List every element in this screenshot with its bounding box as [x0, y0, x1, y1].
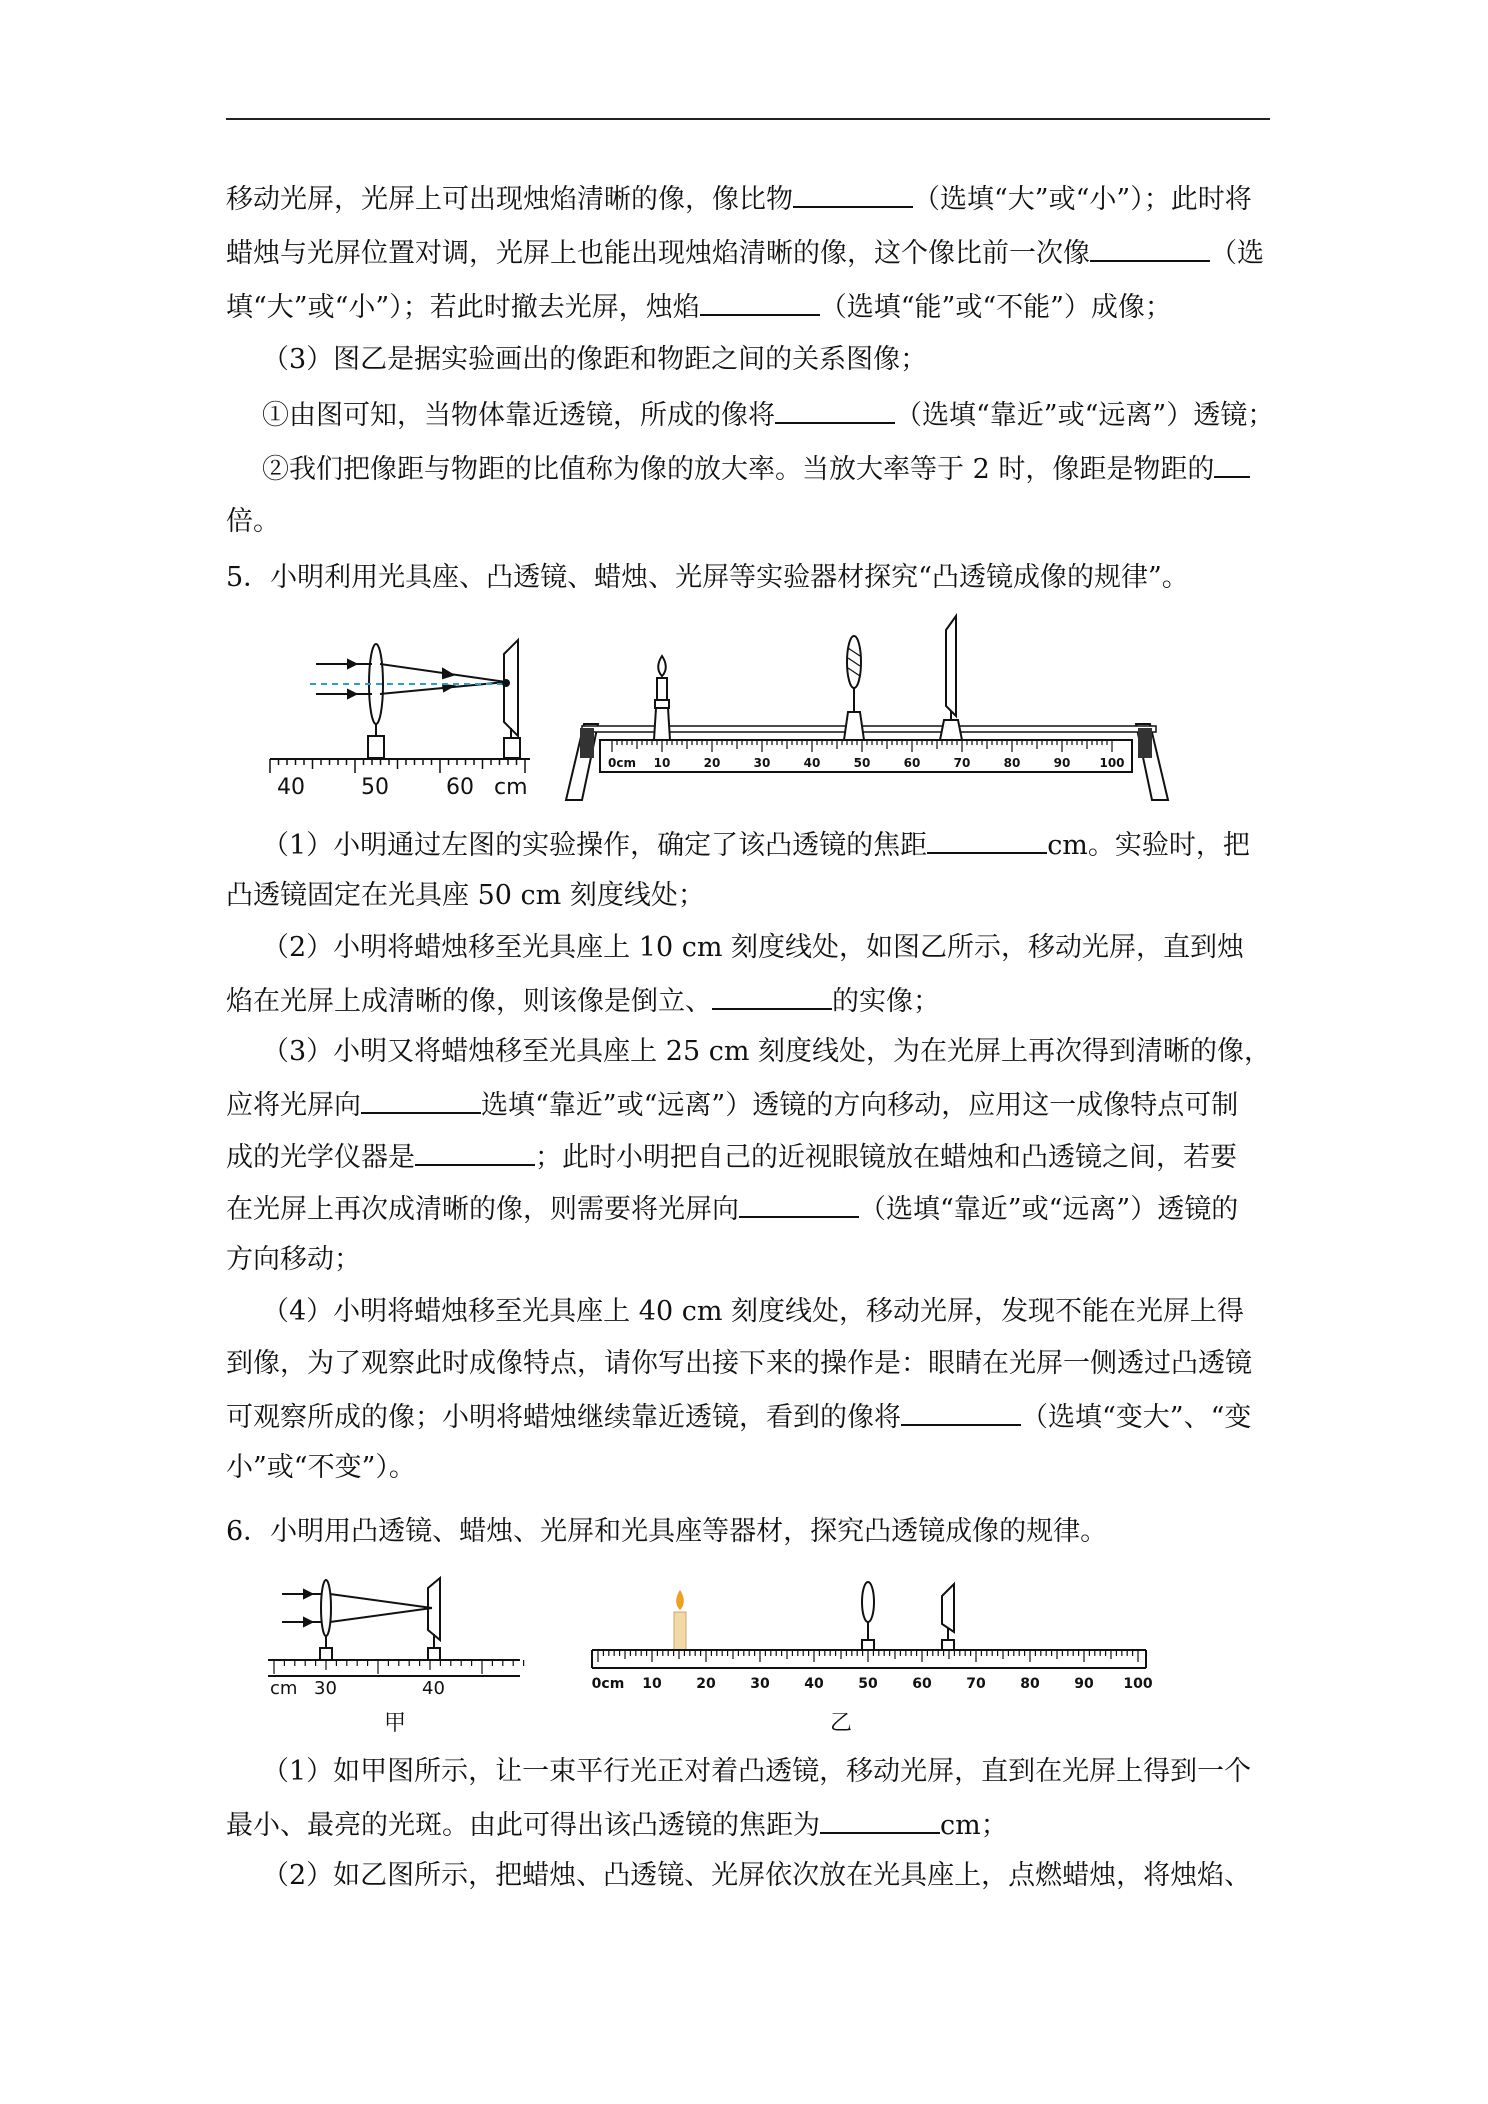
answer-blank[interactable]: [361, 1086, 481, 1114]
text-line: [226, 1138, 1270, 1176]
text: cm；: [940, 1810, 1008, 1841]
text-line: [226, 234, 1270, 272]
answer-blank[interactable]: [901, 1398, 1021, 1426]
text: 填“大”或“小”）；若此时撤去光屏，烛焰: [226, 292, 700, 323]
text-line: [262, 1294, 1270, 1330]
answer-blank[interactable]: [793, 180, 913, 208]
tick-label: 70: [966, 1676, 986, 1692]
text: 选填“靠近”或“远离”）透镜的方向移动，应用这一成像特点可制: [481, 1090, 1239, 1121]
text: cm。实验时，把: [1047, 830, 1250, 861]
convex-lens: [321, 1580, 331, 1636]
tick-label: 10: [653, 756, 671, 770]
focal-point: [502, 679, 510, 687]
text: （选: [1210, 238, 1264, 269]
text-line: [262, 1754, 1270, 1790]
figure-caption-yi: 乙: [830, 1711, 853, 1736]
figure-caption-jia: 甲: [384, 1711, 407, 1736]
text-line: [226, 504, 1270, 540]
candle: [674, 1590, 686, 1650]
tick-label: 50: [853, 756, 871, 770]
text: 凸透镜固定在光具座 50 cm 刻度线处；: [226, 880, 705, 911]
flame-icon: [658, 656, 666, 676]
tick-label: 20: [703, 756, 721, 770]
tick-label: 10: [642, 1676, 662, 1692]
light-ray: [330, 1594, 432, 1608]
q6-yi-figure: [588, 1582, 1154, 1702]
ray-arrow-icon: [348, 690, 356, 698]
text-line: [226, 288, 1270, 326]
text-line: [262, 342, 1270, 378]
answer-blank[interactable]: [712, 982, 832, 1010]
answer-blank[interactable]: [775, 396, 895, 424]
text-line: [226, 1190, 1270, 1228]
ray-arrow-icon: [348, 660, 356, 668]
tick-label: 100: [1099, 756, 1125, 770]
tick-label: 0cm: [608, 756, 636, 770]
text: （2）小明将蜡烛移至光具座上 10 cm 刻度线处，如图乙所示，移动光屏，直到烛: [262, 932, 1245, 963]
text-line: [226, 1806, 1270, 1844]
tick-label: 90: [1053, 756, 1071, 770]
bench-end-block: [1138, 728, 1152, 758]
text-line: [226, 1242, 1270, 1278]
tick-label: cm: [270, 1678, 298, 1699]
tick-label: cm: [494, 775, 528, 800]
answer-blank[interactable]: [739, 1190, 859, 1218]
text-line: [262, 396, 1275, 434]
tick-label: 50: [361, 775, 389, 800]
convex-lens: [862, 1582, 874, 1650]
text-line: [262, 450, 1270, 488]
answer-blank[interactable]: [700, 288, 820, 316]
tick-label: 80: [1020, 1676, 1040, 1692]
text-line: [226, 1086, 1270, 1124]
text: 的实像；: [832, 986, 940, 1017]
text: 6．小明用凸透镜、蜡烛、光屏和光具座等器材，探究凸透镜成像的规律。: [226, 1516, 1108, 1547]
tick-label: 20: [696, 1676, 716, 1692]
text: 小”或“不变”）。: [226, 1452, 416, 1483]
text-line: [262, 826, 1270, 864]
light-ray: [330, 1608, 432, 1622]
tick-label: 40: [277, 775, 305, 800]
q5-focal-length-figure: [268, 612, 538, 802]
text: ②我们把像距与物距的比值称为像的放大率。当放大率等于 2 时，像距是物距的: [262, 454, 1215, 485]
tick-label: 70: [953, 756, 971, 770]
text-line: [226, 982, 1270, 1020]
text: 到像，为了观察此时成像特点，请你写出接下来的操作是：眼睛在光屏一侧透过凸透镜: [226, 1348, 1252, 1379]
flame-icon: [676, 1590, 684, 1610]
text: （选填“靠近”或“远离”）透镜；: [895, 400, 1275, 431]
tick-label: 50: [858, 1676, 878, 1692]
text: （3）小明又将蜡烛移至光具座上 25 cm 刻度线处，为在光屏上再次得到清晰的像，: [262, 1036, 1272, 1067]
light-screen: [942, 1584, 954, 1650]
text: 应将光屏向: [226, 1090, 361, 1121]
q6-jia-figure: [268, 1576, 528, 1699]
tick-label: 30: [753, 756, 771, 770]
header-rule: [226, 118, 1270, 120]
tick-label: 30: [750, 1676, 770, 1692]
text-line: [262, 1034, 1270, 1070]
tick-label: 90: [1074, 1676, 1094, 1692]
bench-end-block: [580, 728, 594, 758]
text-line: [226, 180, 1270, 218]
ray-arrow-icon: [304, 1590, 312, 1598]
tick-label: 30: [314, 1678, 337, 1699]
text: 成的光学仪器是: [226, 1142, 415, 1173]
tick-label: 80: [1003, 756, 1021, 770]
tick-label: 100: [1123, 1676, 1153, 1692]
text-line: [226, 1450, 1270, 1486]
answer-blank[interactable]: [415, 1138, 535, 1166]
text: ；此时小明把自己的近视眼镜放在蜡烛和凸透镜之间，若要: [535, 1142, 1237, 1173]
tick-label: 60: [903, 756, 921, 770]
text: （选填“靠近”或“远离”）透镜的: [859, 1194, 1239, 1225]
q5-optical-bench-figure: [572, 616, 1172, 806]
candle: [654, 656, 670, 740]
tick-label: 60: [446, 775, 474, 800]
text: （选填“大”或“小”）；此时将: [913, 184, 1252, 215]
text: （1）如甲图所示，让一束平行光正对着凸透镜，移动光屏，直到在光屏上得到一个: [262, 1756, 1252, 1787]
text: （2）如乙图所示，把蜡烛、凸透镜、光屏依次放在光具座上，点燃蜡烛，将烛焰、: [262, 1860, 1252, 1891]
text: 在光屏上再次成清晰的像，则需要将光屏向: [226, 1194, 739, 1225]
ray-arrow-icon: [304, 1618, 312, 1626]
light-screen: [504, 640, 518, 736]
text-line: [226, 1346, 1270, 1382]
answer-blank[interactable]: [1214, 450, 1250, 478]
tick-label: 40: [422, 1678, 445, 1699]
ray-arrow-icon: [443, 669, 453, 678]
convex-lens: [844, 636, 864, 740]
text-line: [226, 1398, 1270, 1436]
tick-label: 0cm: [591, 1676, 625, 1692]
text: （4）小明将蜡烛移至光具座上 40 cm 刻度线处，移动光屏，发现不能在光屏上得: [262, 1296, 1245, 1327]
answer-blank[interactable]: [927, 826, 1047, 854]
tick-label: 40: [803, 756, 821, 770]
text: 5．小明利用光具座、凸透镜、蜡烛、光屏等实验器材探究“凸透镜成像的规律”。: [226, 562, 1189, 593]
tick-label: 40: [804, 1676, 824, 1692]
answer-blank[interactable]: [1090, 234, 1210, 262]
text: （选填“变大”、“变: [1021, 1402, 1252, 1433]
text: 方向移动；: [226, 1244, 361, 1275]
text: （选填“能”或“不能”）成像；: [819, 292, 1172, 323]
text: （3）图乙是据实验画出的像距和物距之间的关系图像；: [262, 344, 928, 375]
text-line: [226, 878, 1270, 914]
question-6-title: [226, 1514, 1270, 1550]
text: 最小、最亮的光斑。由此可得出该凸透镜的焦距为: [226, 1810, 820, 1841]
text: 蜡烛与光屏位置对调，光屏上也能出现烛焰清晰的像，这个像比前一次像: [226, 238, 1090, 269]
text: ①由图可知，当物体靠近透镜，所成的像将: [262, 400, 775, 431]
answer-blank[interactable]: [820, 1806, 940, 1834]
text: 移动光屏，光屏上可出现烛焰清晰的像，像比物: [226, 184, 793, 215]
light-screen: [940, 616, 962, 740]
tick-label: 60: [912, 1676, 932, 1692]
text: 倍。: [226, 506, 280, 537]
question-5-title: [226, 560, 1270, 596]
text: （1）小明通过左图的实验操作，确定了该凸透镜的焦距: [262, 830, 928, 861]
text: 焰在光屏上成清晰的像，则该像是倒立、: [226, 986, 712, 1017]
text: 可观察所成的像；小明将蜡烛继续靠近透镜，看到的像将: [226, 1402, 901, 1433]
text-line: [262, 930, 1270, 966]
text-line: [262, 1858, 1270, 1894]
